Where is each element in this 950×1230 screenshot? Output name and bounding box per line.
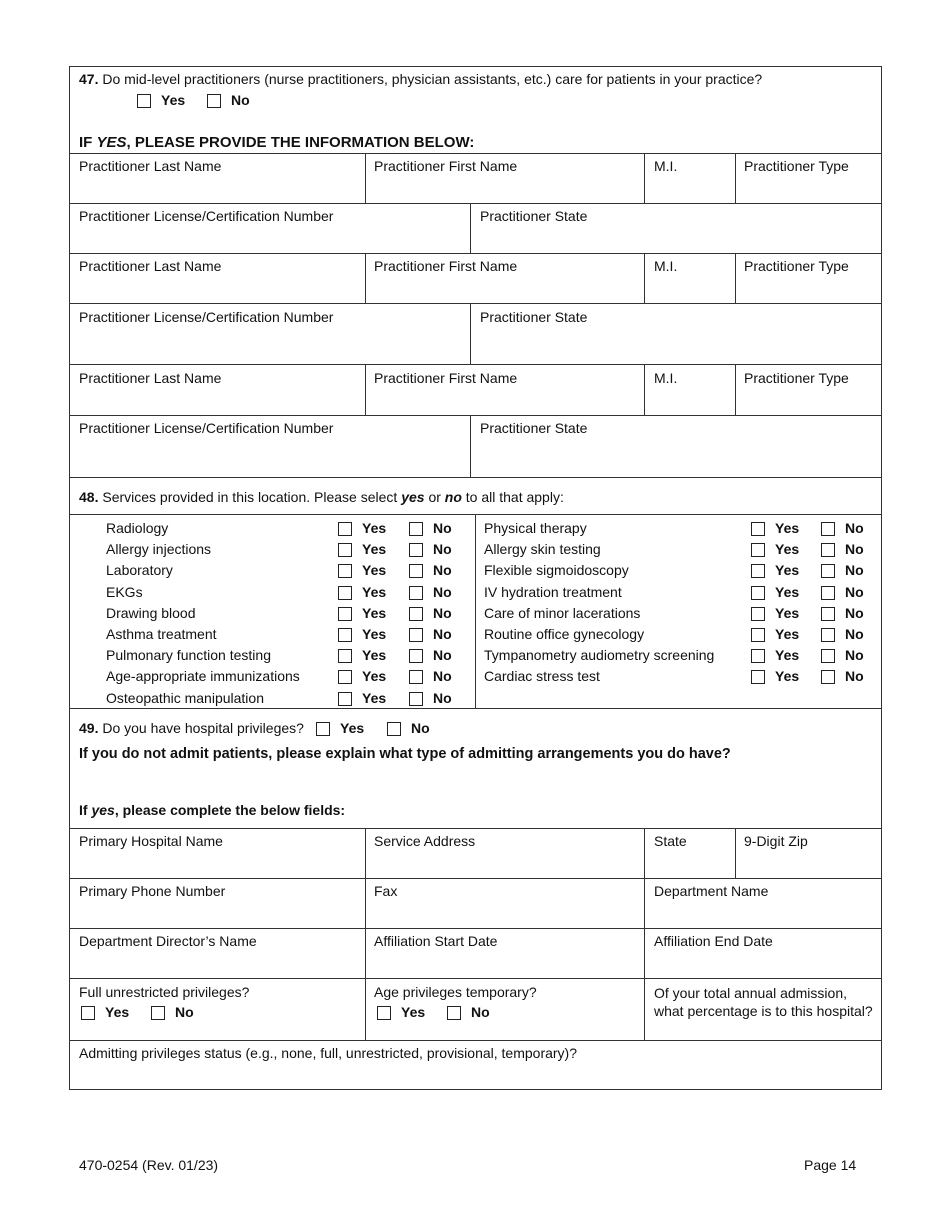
service-label-right-7: Cardiac stress test (484, 668, 600, 685)
divider (69, 203, 882, 204)
service-yes-label-right-2: Yes (775, 562, 800, 579)
q49-no-label: No (411, 720, 430, 736)
practitioner-1-state-field[interactable]: Practitioner State (480, 208, 588, 224)
service-no-checkbox-left-4[interactable] (409, 607, 423, 621)
fax-field[interactable]: Fax (374, 883, 398, 899)
q47-no-checkbox[interactable] (207, 94, 221, 108)
divider (69, 153, 882, 154)
service-yes-label-left-0: Yes (362, 520, 387, 536)
service-label-left-6: Pulmonary function testing (106, 647, 271, 664)
service-label-left-2: Laboratory (106, 562, 173, 579)
service-yes-checkbox-left-0[interactable] (338, 522, 352, 536)
service-yes-checkbox-left-6[interactable] (338, 649, 352, 663)
practitioner-1-mi-field[interactable]: M.I. (654, 158, 678, 174)
service-no-label-left-6: No (433, 647, 452, 664)
primary-phone-field[interactable]: Primary Phone Number (79, 883, 226, 899)
service-label-left-5: Asthma treatment (106, 626, 217, 642)
q47-question (79, 71, 762, 87)
service-no-label-right-5: No (845, 626, 864, 642)
practitioner-1-type-field[interactable]: Practitioner Type (744, 158, 849, 174)
hospital-zip-field[interactable]: 9-Digit Zip (744, 833, 808, 849)
service-no-checkbox-left-8[interactable] (409, 692, 423, 706)
service-label-right-1: Allergy skin testing (484, 541, 601, 558)
divider (69, 878, 882, 879)
service-no-label-left-0: No (433, 520, 452, 536)
q48-question: 48. Services provided in this location. Please select yes or no to all that apply: (79, 489, 564, 505)
q49-explain-text: If you do not admit patients, please explain what type of admitting arrangements you do have? (79, 746, 731, 762)
service-yes-checkbox-right-3[interactable] (751, 586, 765, 600)
practitioner-2-last-name-field[interactable]: Practitioner Last Name (79, 258, 222, 274)
service-yes-checkbox-right-4[interactable] (751, 607, 765, 621)
q47-number: 47. (79, 71, 99, 87)
practitioner-1-last-name-field[interactable]: Practitioner Last Name (79, 158, 222, 174)
service-no-checkbox-right-6[interactable] (821, 649, 835, 663)
practitioner-1-license-field[interactable]: Practitioner License/Certification Number (79, 208, 334, 224)
divider (735, 364, 736, 415)
divider (365, 828, 366, 1040)
service-no-label-left-5: No (433, 626, 452, 642)
service-yes-label-right-7: Yes (775, 668, 800, 685)
service-yes-label-right-0: Yes (775, 520, 800, 536)
service-yes-checkbox-right-1[interactable] (751, 543, 765, 557)
service-label-left-7: Age-appropriate immunizations (106, 668, 300, 685)
divider (69, 253, 882, 254)
service-yes-label-left-5: Yes (362, 626, 387, 642)
service-no-checkbox-left-6[interactable] (409, 649, 423, 663)
service-no-checkbox-right-1[interactable] (821, 543, 835, 557)
service-yes-checkbox-right-6[interactable] (751, 649, 765, 663)
service-yes-checkbox-left-2[interactable] (338, 564, 352, 578)
q49-yes-label: Yes (340, 720, 365, 736)
service-no-label-left-8: No (433, 689, 452, 706)
practitioner-2-license-field[interactable]: Practitioner License/Certification Number (79, 309, 334, 325)
service-label-right-2: Flexible sigmoidoscopy (484, 562, 629, 579)
service-yes-label-right-6: Yes (775, 647, 800, 664)
service-no-checkbox-left-5[interactable] (409, 628, 423, 642)
divider (365, 253, 366, 303)
service-yes-label-left-7: Yes (362, 668, 387, 685)
full-privileges-label: Full unrestricted privileges? (79, 984, 250, 1000)
service-yes-label-right-5: Yes (775, 626, 800, 642)
service-no-label-right-6: No (845, 647, 864, 664)
divider (735, 828, 736, 878)
divider (69, 928, 882, 929)
service-no-label-left-1: No (433, 541, 452, 558)
practitioner-3-last-name-field[interactable]: Practitioner Last Name (79, 370, 222, 386)
service-no-checkbox-right-2[interactable] (821, 564, 835, 578)
service-no-label-right-2: No (845, 562, 864, 579)
q49-question: 49. Do you have hospital privileges? (79, 720, 304, 736)
practitioner-3-mi-field[interactable]: M.I. (654, 370, 678, 386)
divider (644, 153, 645, 203)
service-label-right-6: Tympanometry audiometry screening (484, 647, 715, 664)
service-yes-checkbox-left-1[interactable] (338, 543, 352, 557)
divider (69, 364, 882, 365)
practitioner-3-state-field[interactable]: Practitioner State (480, 420, 588, 436)
divider (69, 477, 882, 478)
divider (644, 828, 645, 1040)
service-label-left-0: Radiology (106, 520, 169, 536)
service-label-right-4: Care of minor lacerations (484, 604, 641, 621)
full-privileges-no-checkbox[interactable] (151, 1006, 165, 1020)
q49-yes-checkbox[interactable] (316, 722, 330, 736)
service-yes-label-left-1: Yes (362, 541, 387, 558)
q47-text: Do mid-level practitioners (nurse practitioners, physician assistants, etc.) care for patients in your practice? (102, 71, 763, 87)
service-yes-checkbox-right-5[interactable] (751, 628, 765, 642)
age-privileges-label: Age privileges temporary? (374, 984, 537, 1000)
divider (69, 708, 882, 709)
service-yes-checkbox-left-8[interactable] (338, 692, 352, 706)
q47-yes-label: Yes (161, 92, 186, 108)
practitioner-2-mi-field[interactable]: M.I. (654, 258, 678, 274)
service-no-checkbox-left-7[interactable] (409, 670, 423, 684)
divider (475, 514, 476, 708)
full-privileges-no-label: No (175, 1004, 194, 1020)
service-no-label-left-7: No (433, 668, 452, 685)
service-label-left-1: Allergy injections (106, 541, 212, 558)
service-no-label-right-3: No (845, 583, 864, 600)
full-privileges-yes-label: Yes (105, 1004, 130, 1020)
service-yes-checkbox-right-2[interactable] (751, 564, 765, 578)
divider (69, 978, 882, 979)
service-label-right-0: Physical therapy (484, 520, 587, 536)
service-no-label-right-4: No (845, 604, 864, 621)
hospital-state-field[interactable]: State (654, 833, 687, 849)
affiliation-end-field[interactable]: Affiliation End Date (654, 933, 773, 949)
service-no-checkbox-right-0[interactable] (821, 522, 835, 536)
q47-yes-checkbox[interactable] (137, 94, 151, 108)
service-yes-label-left-8: Yes (362, 689, 387, 706)
divider (69, 828, 882, 829)
practitioner-3-type-field[interactable]: Practitioner Type (744, 370, 849, 386)
divider (69, 303, 882, 304)
divider (69, 415, 882, 416)
service-label-left-8: Osteopathic manipulation (106, 689, 264, 706)
service-no-label-right-0: No (845, 520, 864, 536)
service-yes-checkbox-left-3[interactable] (338, 586, 352, 600)
service-label-left-4: Drawing blood (106, 604, 196, 621)
q47-no-label: No (231, 92, 250, 108)
service-yes-label-left-6: Yes (362, 647, 387, 664)
department-director-field[interactable]: Department Director’s Name (79, 933, 257, 949)
service-yes-label-left-2: Yes (362, 562, 387, 579)
service-no-label-right-7: No (845, 668, 864, 685)
practitioner-1-first-name-field[interactable]: Practitioner First Name (374, 158, 518, 174)
practitioner-2-type-field[interactable]: Practitioner Type (744, 258, 849, 274)
admitting-status-field[interactable]: Admitting privileges status (e.g., none, full, unrestricted, provisional, temporary)? (79, 1045, 578, 1061)
service-yes-label-right-4: Yes (775, 604, 800, 621)
department-name-field[interactable]: Department Name (654, 883, 769, 899)
service-no-checkbox-right-4[interactable] (821, 607, 835, 621)
page-number: Page 14 (804, 1157, 857, 1173)
age-privileges-no-checkbox[interactable] (447, 1006, 461, 1020)
admission-percentage-field[interactable]: Of your total annual admission, what percentage is to this hospital? (654, 985, 873, 1019)
service-yes-label-right-3: Yes (775, 583, 800, 600)
service-yes-checkbox-right-0[interactable] (751, 522, 765, 536)
divider (470, 303, 471, 364)
service-no-checkbox-left-2[interactable] (409, 564, 423, 578)
divider (735, 253, 736, 303)
service-no-checkbox-left-0[interactable] (409, 522, 423, 536)
service-label-right-3: IV hydration treatment (484, 583, 622, 600)
service-no-label-left-2: No (433, 562, 452, 579)
service-no-checkbox-right-3[interactable] (821, 586, 835, 600)
q49-no-checkbox[interactable] (387, 722, 401, 736)
divider (644, 364, 645, 415)
divider (69, 1040, 882, 1041)
service-yes-checkbox-left-7[interactable] (338, 670, 352, 684)
full-privileges-yes-checkbox[interactable] (81, 1006, 95, 1020)
service-yes-label-left-3: Yes (362, 583, 387, 600)
service-no-checkbox-right-7[interactable] (821, 670, 835, 684)
practitioner-3-license-field[interactable]: Practitioner License/Certification Number (79, 420, 334, 436)
service-no-label-right-1: No (845, 541, 864, 558)
service-yes-checkbox-right-7[interactable] (751, 670, 765, 684)
age-privileges-yes-checkbox[interactable] (377, 1006, 391, 1020)
divider (735, 153, 736, 203)
practitioner-3-first-name-field[interactable]: Practitioner First Name (374, 370, 518, 386)
divider (470, 203, 471, 253)
service-yes-label-right-1: Yes (775, 541, 800, 558)
service-label-left-3: EKGs (106, 583, 143, 600)
divider (470, 415, 471, 477)
service-yes-label-left-4: Yes (362, 604, 387, 621)
divider (644, 253, 645, 303)
service-label-right-5: Routine office gynecology (484, 626, 645, 642)
service-no-checkbox-left-1[interactable] (409, 543, 423, 557)
divider (365, 153, 366, 203)
practitioner-2-state-field[interactable]: Practitioner State (480, 309, 588, 325)
service-address-field[interactable]: Service Address (374, 833, 476, 849)
q47-if-yes-heading: IF YES, PLEASE PROVIDE THE INFORMATION BELOW: (79, 134, 475, 151)
q49-if-yes-heading: If yes, please complete the below fields: (79, 802, 346, 818)
age-privileges-no-label: No (471, 1004, 490, 1020)
form-number: 470-0254 (Rev. 01/23) (79, 1157, 219, 1173)
age-privileges-yes-label: Yes (401, 1004, 426, 1020)
practitioner-2-first-name-field[interactable]: Practitioner First Name (374, 258, 518, 274)
service-no-checkbox-left-3[interactable] (409, 586, 423, 600)
affiliation-start-field[interactable]: Affiliation Start Date (374, 933, 498, 949)
service-no-label-left-3: No (433, 583, 452, 600)
service-no-checkbox-right-5[interactable] (821, 628, 835, 642)
service-yes-checkbox-left-5[interactable] (338, 628, 352, 642)
service-yes-checkbox-left-4[interactable] (338, 607, 352, 621)
hospital-name-field[interactable]: Primary Hospital Name (79, 833, 223, 849)
service-no-label-left-4: No (433, 604, 452, 621)
divider (365, 364, 366, 415)
